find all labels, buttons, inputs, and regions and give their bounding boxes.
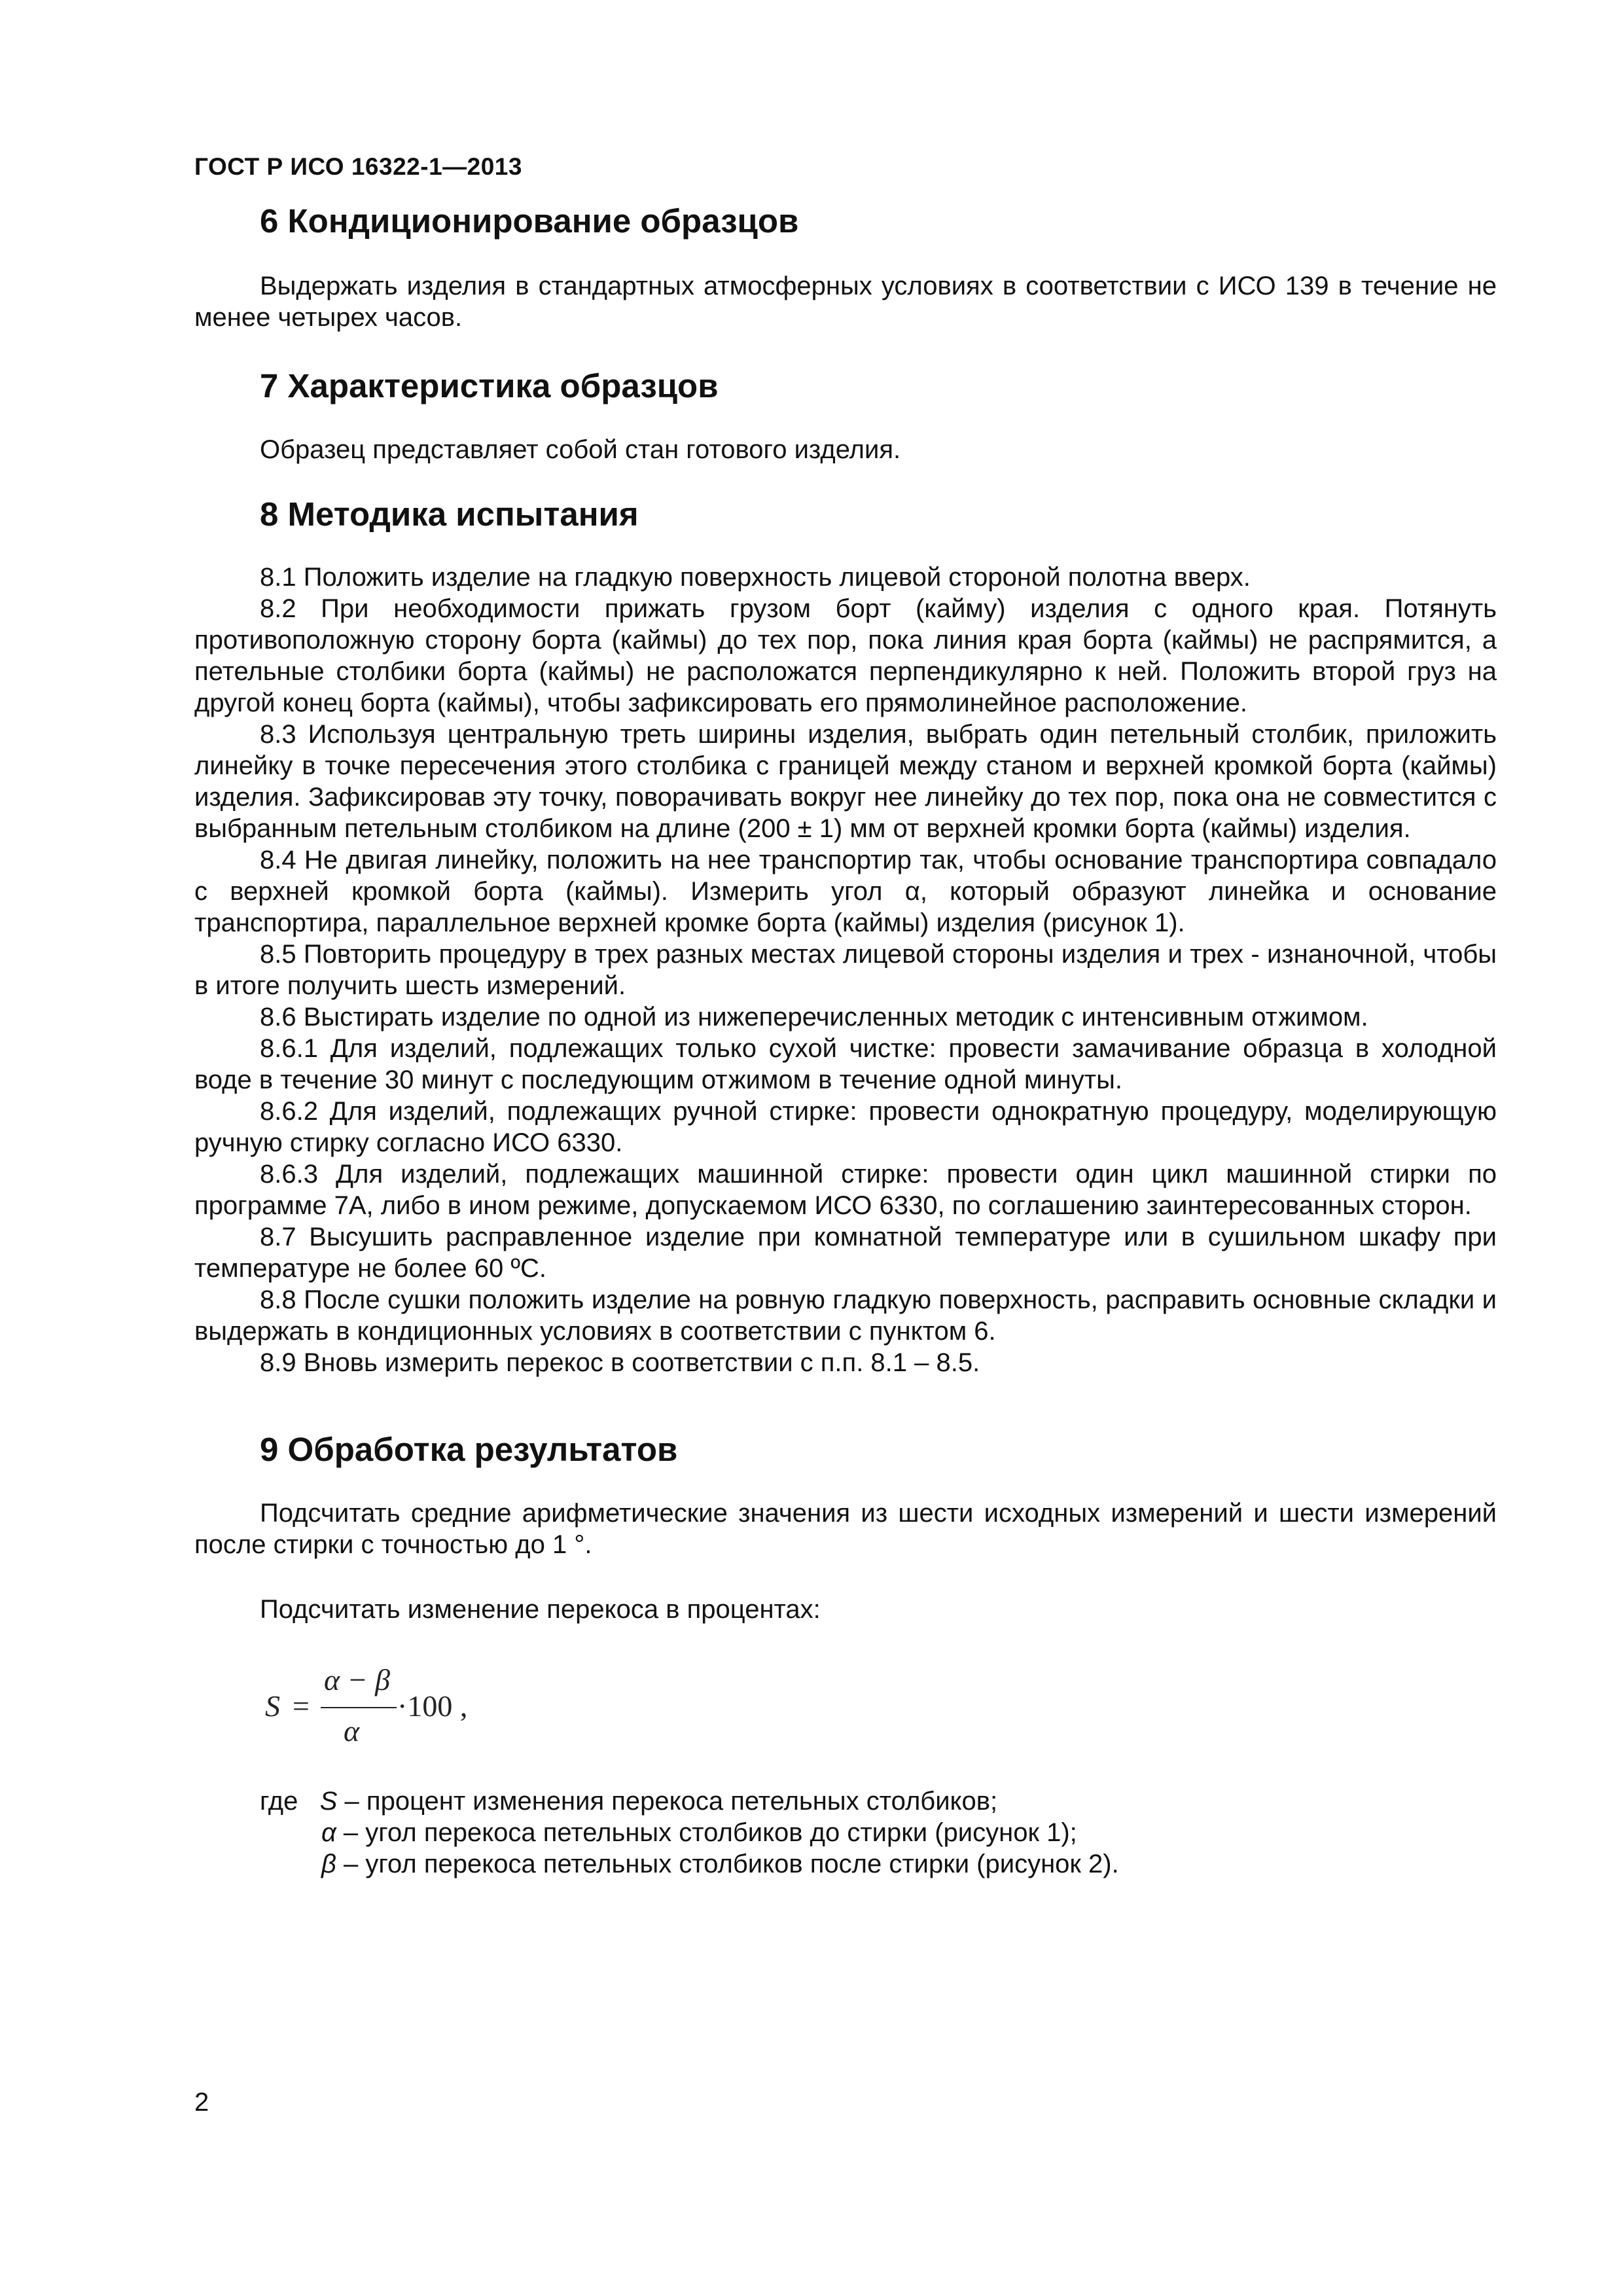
section-9-heading: 9 Обработка результатов [260,1431,678,1468]
page-number: 2 [194,2088,209,2117]
legend-row-beta [260,1848,1119,1880]
legend-symbol-beta: β [321,1850,336,1878]
section-6-body [194,270,1497,333]
section-7-paragraph: Образец представляет собой стан готового изделия. [260,435,901,464]
section-9-paragraph-2: Подсчитать изменение перекоса в процентах: [260,1595,821,1624]
formula-lhs: S [265,1689,280,1723]
section-7-body [194,434,1497,465]
item-8-1: 8.1 Положить изделие на гладкую поверхность лицевой стороной полотна вверх. [260,563,1251,592]
item-8-4: 8.4 Не двигая линейку, положить на нее транспортир так, чтобы основание транспортира совпадало с верхней кромкой борта (каймы). Измерить угол α, который образуют линейка и основание транспортира, параллельное верхней кромке борта (каймы) изделия (рисунок 1). [194,846,1497,937]
item-8-6: 8.6 Выстирать изделие по одной из нижеперечисленных методик с интенсивным отжимом. [260,1003,1368,1031]
document-code-header: ГОСТ Р ИСО 16322-1—2013 [194,153,522,180]
item-8-2: 8.2 При необходимости прижать грузом борт (кайму) изделия с одного края. Потянуть противоположную сторону борта (каймы) до тех пор, пока линия края борта (каймы) не распрямится, а петельные столбики борта (каймы) не расположатся перпендикулярно к ней. Положить второй груз на другой конец борта (каймы), чтобы зафиксировать его прямолинейное расположение. [194,594,1497,717]
formula-numerator: α − β [324,1663,391,1696]
item-8-8: 8.8 После сушки положить изделие на ровную гладкую поверхность, расправить основные складки и выдержать в кондиционных условиях в соответствии с пунктом 6. [194,1285,1497,1346]
item-8-9: 8.9 Вновь измерить перекос в соответствии с п.п. 8.1 – 8.5. [260,1348,980,1377]
legend-lead: где [260,1787,298,1816]
item-8-6-2: 8.6.2 Для изделий, подлежащих ручной стирке: провести однократную процедуру, моделирующую ручную стирку согласно ИСО 6330. [194,1097,1497,1157]
item-8-3: 8.3 Используя центральную треть ширины изделия, выбрать один петельный столбик, приложить линейку в точке пересечения этого столбика с границей между станом и верхней кромкой борта (каймы) изделия. Зафиксировав эту точку, поворачивать вокруг нее линейку до тех пор, пока она не совместится с выбранным петельным столбиком на длине (200 ± 1) мм от верхней кромки борта (каймы) изделия. [194,720,1497,843]
section-6-heading: 6 Кондиционирование образцов [260,202,799,240]
formula-multiplier: ·100 , [397,1689,468,1723]
formula-equals: = [293,1689,310,1723]
section-8-heading: 8 Методика испытания [260,495,639,533]
legend-text-beta: – угол перекоса петельных столбиков после стирки (рисунок 2). [336,1850,1119,1878]
item-8-6-1: 8.6.1 Для изделий, подлежащих только сухой чистке: провести замачивание образца в холодной воде в течение 30 минут с последующим отжимом в течение одной минуты. [194,1034,1497,1094]
section-6-paragraph: Выдержать изделия в стандартных атмосферных условиях в соответствии с ИСО 139 в течение не менее четырех часов. [194,272,1497,332]
item-8-7: 8.7 Высушить расправленное изделие при комнатной температуре или в сушильном шкафу при температуре не более 60 ºС. [194,1223,1497,1283]
formula-fraction-bar [321,1707,397,1708]
legend-symbol-s: S [319,1787,338,1816]
section-7-heading: 7 Характеристика образцов [260,367,719,404]
legend-text-s: – процент изменения перекоса петельных столбиков; [337,1787,998,1816]
section-8-body [194,562,1497,1378]
formula-legend [260,1785,1119,1880]
legend-row-alpha [260,1817,1119,1848]
section-9-paragraph-1: Подсчитать средние арифметические значения из шести исходных измерений и шести измерений после стирки с точностью до 1 °. [194,1499,1497,1559]
section-9-body [194,1498,1497,1560]
item-8-6-3: 8.6.3 Для изделий, подлежащих машинной стирке: провести один цикл машинной стирки по программе 7А, либо в ином режиме, допускаемом ИСО 6330, по соглашению заинтересованных сторон. [194,1160,1497,1220]
skew-change-formula [265,1662,527,1748]
legend-text-alpha: – угол перекоса петельных столбиков до стирки (рисунок 1); [336,1818,1077,1847]
item-8-5: 8.5 Повторить процедуру в трех разных местах лицевой стороны изделия и трех - изнаночной, чтобы в итоге получить шесть измерений. [194,940,1497,1000]
legend-symbol-alpha: α [321,1818,336,1847]
legend-row-s [260,1785,1119,1817]
formula-denominator: α [344,1714,360,1748]
section-9-body-2 [194,1594,1497,1625]
